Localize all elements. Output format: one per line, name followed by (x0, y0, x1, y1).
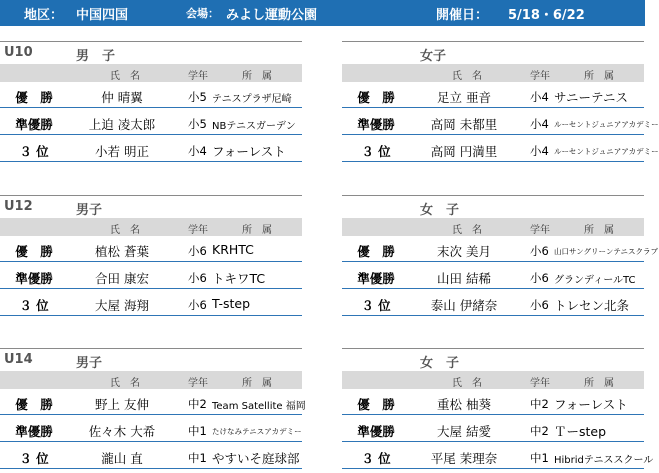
gender-label: 女 子 (420, 356, 460, 371)
row-club: フォーレスト (212, 144, 286, 159)
row-name: 泰山 伊緒奈 (430, 298, 498, 313)
u14-boys-panel (0, 348, 306, 473)
row-name: 足立 亜音 (437, 90, 491, 105)
gender-label: 男子 (76, 203, 103, 218)
row-rank: ３ 位 (361, 298, 391, 313)
row-rank: 準優勝 (15, 117, 53, 132)
gender-label: 男子 (76, 356, 103, 371)
row-club: やすいそ庭球部 (212, 451, 300, 466)
result-row (0, 390, 306, 415)
column-grade: 学年 (530, 378, 550, 389)
row-club: Ｔーstep (554, 424, 607, 439)
row-rank: 優 勝 (15, 90, 53, 105)
column-header (342, 371, 644, 389)
row-rank: ３ 位 (19, 298, 49, 313)
result-row (342, 83, 644, 108)
u10-boys-panel (0, 41, 302, 166)
row-rank: ３ 位 (361, 451, 391, 466)
row-grade: 小6 (530, 298, 549, 312)
column-name: 氏 名 (110, 225, 140, 236)
column-name: 氏 名 (110, 71, 140, 82)
column-club: 所 属 (242, 71, 272, 82)
region-label: 地区： (24, 8, 64, 23)
row-club: トキワTC (212, 271, 266, 286)
panel-title (342, 195, 644, 217)
row-name: 小若 明正 (95, 144, 149, 159)
u14-girls-panel (342, 348, 654, 473)
dates-value: 5/18・6/22 (508, 8, 585, 23)
row-grade: 中1 (188, 424, 207, 438)
row-rank: ３ 位 (361, 144, 391, 159)
row-rank: 優 勝 (357, 90, 395, 105)
column-grade: 学年 (530, 225, 550, 236)
column-header (0, 64, 302, 82)
row-grade: 中1 (530, 451, 549, 465)
row-rank: 優 勝 (15, 397, 53, 412)
row-grade: 小6 (188, 298, 207, 312)
result-row (342, 390, 644, 415)
row-club: ルーセントジュニアアカデミー (554, 147, 659, 156)
column-club: 所 属 (242, 225, 272, 236)
row-grade: 小5 (188, 117, 207, 131)
row-club: NBテニスガーデン (212, 121, 296, 132)
row-rank: 優 勝 (357, 397, 395, 412)
category-label: U12 (4, 199, 33, 214)
panel-title (342, 348, 644, 370)
row-rank: 準優勝 (357, 271, 395, 286)
u10-girls-panel (342, 41, 659, 166)
u12-girls-panel (342, 195, 659, 320)
column-header (342, 64, 644, 82)
row-club: グランディールTC (554, 275, 636, 286)
result-row (0, 417, 302, 442)
result-row (0, 137, 302, 162)
column-club: 所 属 (584, 378, 614, 389)
result-row (342, 237, 659, 262)
row-club: テニスプラザ尼崎 (212, 94, 292, 105)
column-club: 所 属 (584, 71, 614, 82)
category-label: U10 (4, 45, 33, 60)
row-rank: ３ 位 (19, 144, 49, 159)
panel-title (0, 41, 302, 63)
row-grade: 小6 (188, 244, 207, 258)
row-name: 仲 晴翼 (101, 90, 143, 105)
result-row (342, 291, 644, 316)
row-club: サニーテニス (554, 90, 629, 105)
column-club: 所 属 (242, 378, 272, 389)
column-grade: 学年 (188, 225, 208, 236)
row-name: 大屋 海翔 (95, 298, 149, 313)
row-club: Team Satellite 福岡 (212, 401, 306, 412)
row-name: 佐々木 大希 (88, 424, 156, 439)
row-club: フォーレスト (554, 397, 628, 412)
result-row (0, 264, 302, 289)
row-name: 末次 美月 (437, 244, 491, 259)
panel-title (0, 348, 302, 370)
column-name: 氏 名 (452, 378, 482, 389)
column-header (0, 371, 302, 389)
row-rank: 準優勝 (357, 117, 395, 132)
row-grade: 小4 (530, 117, 549, 131)
row-name: 大屋 結愛 (437, 424, 491, 439)
row-name: 重松 柚葵 (437, 397, 491, 412)
row-club: KRHTC (212, 242, 254, 257)
row-club: Hibridテニススクール (554, 455, 654, 466)
row-rank: 準優勝 (15, 271, 53, 286)
row-grade: 中2 (188, 397, 207, 411)
row-name: 合田 康宏 (95, 271, 149, 286)
row-club: トレセン北条 (554, 298, 630, 313)
column-club: 所 属 (584, 225, 614, 236)
column-header (0, 218, 302, 236)
result-row (342, 110, 659, 135)
column-header (342, 218, 644, 236)
row-grade: 中2 (530, 397, 549, 411)
result-row (342, 417, 644, 442)
row-club: 山口サングリーンテニスクラブ (554, 247, 659, 256)
venue-value: みよし運動公園 (226, 8, 318, 23)
row-club: ルーセントジュニアアカデミー (554, 120, 659, 129)
result-row (0, 444, 302, 469)
header-bar (0, 0, 645, 26)
panel-title (342, 41, 644, 63)
row-grade: 小4 (188, 144, 207, 158)
row-rank: 優 勝 (15, 244, 53, 259)
row-rank: ３ 位 (19, 451, 49, 466)
panel-title (0, 195, 302, 217)
row-grade: 小6 (188, 271, 207, 285)
region-value: 中国四国 (76, 8, 129, 23)
row-rank: 優 勝 (357, 244, 395, 259)
row-name: 植松 蒼葉 (95, 244, 149, 259)
row-grade: 小4 (530, 90, 549, 104)
row-grade: 小6 (530, 271, 549, 285)
result-row (0, 110, 302, 135)
row-grade: 小6 (530, 244, 549, 258)
gender-label: 女 子 (420, 203, 460, 218)
row-name: 平尾 茉理奈 (430, 451, 498, 466)
gender-label: 女子 (420, 49, 447, 64)
column-grade: 学年 (188, 378, 208, 389)
row-grade: 中1 (188, 451, 207, 465)
result-row (342, 137, 659, 162)
column-grade: 学年 (188, 71, 208, 82)
result-row (0, 291, 302, 316)
row-rank: 準優勝 (15, 424, 53, 439)
venue-label: 会場： (186, 7, 219, 20)
result-row (342, 264, 644, 289)
column-name: 氏 名 (110, 378, 140, 389)
row-club: T-step (212, 296, 251, 311)
dates-label: 開催日： (436, 8, 489, 23)
u12-boys-panel (0, 195, 302, 320)
column-name: 氏 名 (452, 71, 482, 82)
result-row (342, 444, 654, 469)
row-club: たけなみテニスアカデミー (212, 427, 302, 436)
row-grade: 小4 (530, 144, 549, 158)
row-name: 瀧山 直 (101, 451, 143, 466)
column-grade: 学年 (530, 71, 550, 82)
row-grade: 小5 (188, 90, 207, 104)
row-name: 上迫 凌太郎 (88, 117, 156, 132)
gender-label: 男 子 (76, 49, 116, 64)
row-name: 高岡 円満里 (430, 144, 498, 159)
row-name: 山田 結稀 (437, 271, 491, 286)
row-name: 高岡 未都里 (430, 117, 498, 132)
row-name: 野上 友伸 (95, 397, 149, 412)
column-name: 氏 名 (452, 225, 482, 236)
category-label: U14 (4, 352, 33, 367)
row-rank: 準優勝 (357, 424, 395, 439)
result-row (0, 237, 302, 262)
result-row (0, 83, 302, 108)
row-grade: 中2 (530, 424, 549, 438)
